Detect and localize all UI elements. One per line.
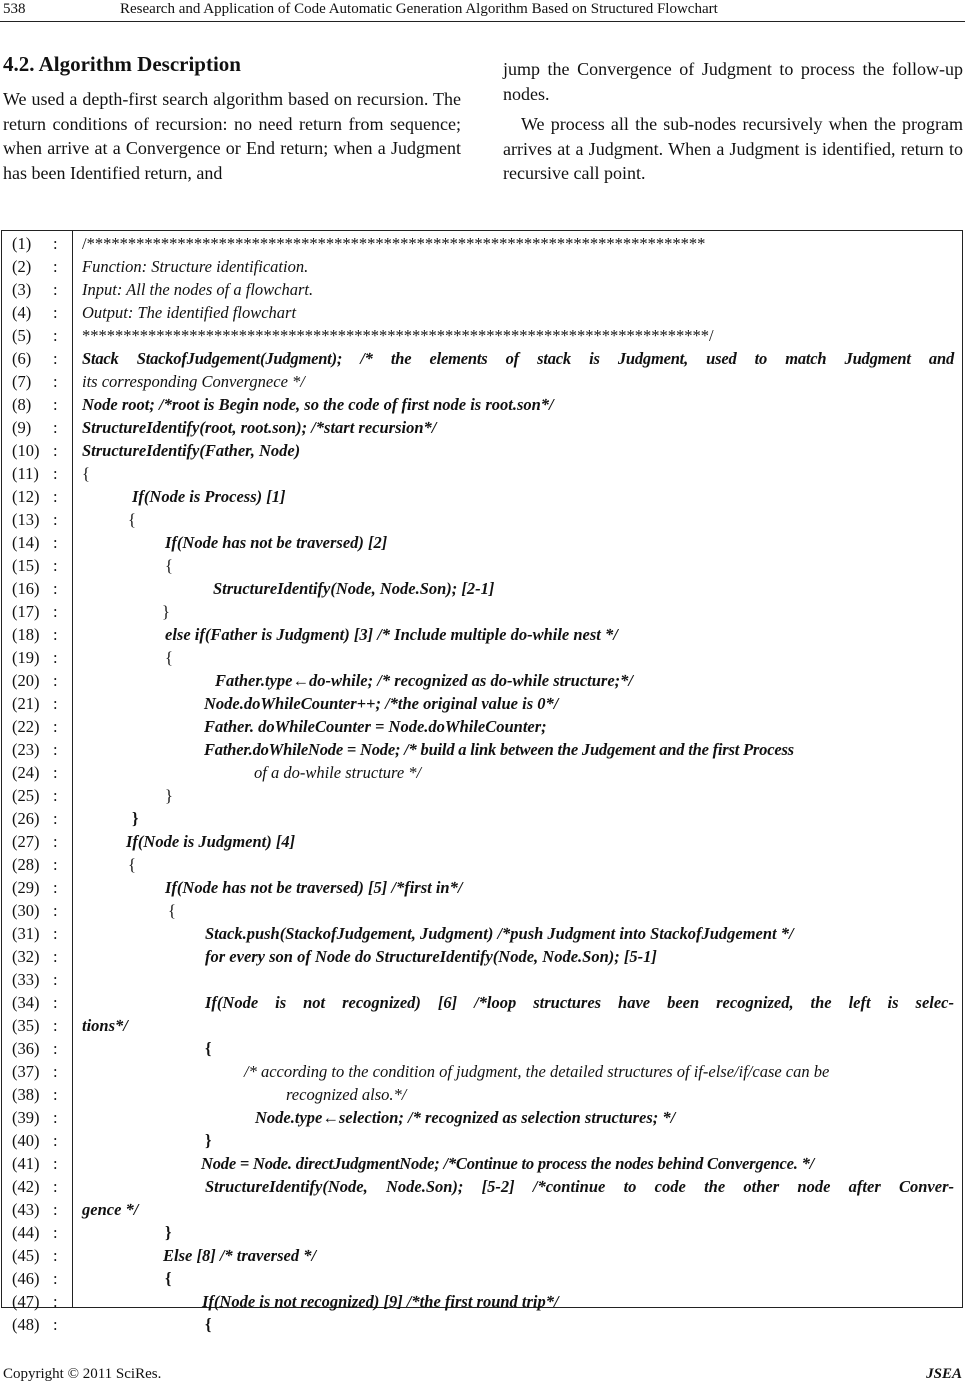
- line-number: (35) :: [12, 1016, 58, 1035]
- line-number: (10) :: [12, 441, 58, 460]
- body-paragraph: We used a depth-first search algorithm based on recursion. The return conditions of recursion: no need return from sequence; when arrive at a Convergence or End return; when a Judgment has been Identified return, and: [3, 89, 461, 183]
- running-title: Research and Application of Code Automatic Generation Algorithm Based on Structured Flowchart: [120, 1, 718, 17]
- line-number: (17) :: [12, 602, 58, 621]
- line-number: (22) :: [12, 717, 58, 736]
- code-line: If(Node is Judgment) [4]: [126, 832, 296, 851]
- line-number: (44) :: [12, 1223, 58, 1242]
- code-column: [74, 231, 962, 1334]
- line-number: (27) :: [12, 832, 58, 851]
- line-number: (40) :: [12, 1131, 58, 1150]
- line-number: (41) :: [12, 1154, 58, 1173]
- code-line: {: [128, 855, 136, 874]
- line-number: (33) :: [12, 970, 58, 989]
- line-number: (4) :: [12, 303, 58, 322]
- code-line: tions*/: [82, 1016, 128, 1035]
- line-number: (32) :: [12, 947, 58, 966]
- code-line: for every son of Node do StructureIdentify(Node, Node.Son); [5-1]: [205, 947, 657, 966]
- code-line: of a do-while structure */: [254, 763, 422, 782]
- code-line: {: [165, 556, 173, 575]
- line-number: (25) :: [12, 786, 58, 805]
- code-line: {: [128, 510, 136, 529]
- line-number: (30) :: [12, 901, 58, 920]
- line-number: (48) :: [12, 1315, 58, 1334]
- code-line: Stack.push(StackofJudgement, Judgment) /*push Judgment into StackofJudgement */: [205, 924, 794, 943]
- code-line: {: [165, 648, 173, 667]
- code-line: /* according to the condition of judgment, the detailed structures of if-else/if/case can be: [244, 1062, 830, 1081]
- line-number: (34) :: [12, 993, 58, 1012]
- line-number: (45) :: [12, 1246, 58, 1265]
- copyright-notice: Copyright © 2011 SciRes.: [3, 1366, 162, 1382]
- code-line: Node.doWhileCounter++; /*the original value is 0*/: [204, 694, 559, 713]
- code-line: StructureIdentify(Node, Node.Son); [2-1]: [213, 579, 495, 598]
- section-heading: 4.2. Algorithm Description: [3, 52, 241, 76]
- code-line: Father.type←do-while; /* recognized as do-while structure;*/: [215, 671, 634, 690]
- code-line: Node root; /*root is Begin node, so the code of first node is root.son*/: [82, 395, 554, 414]
- line-number: (8) :: [12, 395, 58, 414]
- line-number: (7) :: [12, 372, 58, 391]
- line-number: (20) :: [12, 671, 58, 690]
- line-number: (38) :: [12, 1085, 58, 1104]
- code-line: }: [132, 809, 139, 828]
- line-number: (6) :: [12, 349, 58, 368]
- body-paragraph: jump the Convergence of Judgment to process the follow-up nodes.: [503, 59, 963, 104]
- code-line: Node.type←selection; /* recognized as selection structures; */: [255, 1108, 676, 1127]
- code-line: Node = Node. directJudgmentNode; /*Continue to process the nodes behind Convergence. */: [201, 1154, 815, 1173]
- code-line: {: [205, 1039, 212, 1058]
- code-line: /***************************************************************************: [82, 234, 706, 253]
- line-number: (18) :: [12, 625, 58, 644]
- line-number: (15) :: [12, 556, 58, 575]
- code-line: its corresponding Convergnece */: [82, 372, 305, 391]
- line-number: (13) :: [12, 510, 58, 529]
- code-line: Output: The identified flowchart: [82, 303, 297, 322]
- code-line: }: [162, 602, 170, 621]
- code-line: }: [165, 786, 173, 805]
- line-number: (37) :: [12, 1062, 58, 1081]
- code-line: If(Node has not be traversed) [5] /*first in*/: [165, 878, 463, 897]
- line-number: (12) :: [12, 487, 58, 506]
- line-number: (9) :: [12, 418, 58, 437]
- right-column: [503, 57, 963, 186]
- code-line: Input: All the nodes of a flowchart.: [82, 280, 314, 299]
- line-number: (47) :: [12, 1292, 58, 1311]
- code-line: {: [165, 1269, 172, 1288]
- line-number: (39) :: [12, 1108, 58, 1127]
- code-line: StructureIdentify(Node, Node.Son); [5-2] /*continue to code the other node after Conver-: [205, 1177, 954, 1196]
- line-number: (46) :: [12, 1269, 58, 1288]
- line-number: (36) :: [12, 1039, 58, 1058]
- code-line: Else [8] /* traversed */: [163, 1246, 317, 1265]
- journal-abbreviation: JSEA: [926, 1366, 962, 1382]
- line-number: (16) :: [12, 579, 58, 598]
- header-rule: [0, 21, 965, 22]
- code-line: ****************************************************************************/: [82, 326, 714, 345]
- line-number: (28) :: [12, 855, 58, 874]
- line-number: (23) :: [12, 740, 58, 759]
- line-number: (29) :: [12, 878, 58, 897]
- line-number: (42) :: [12, 1177, 58, 1196]
- code-line: Function: Structure identification.: [82, 257, 309, 276]
- line-number: (19) :: [12, 648, 58, 667]
- line-number: (21) :: [12, 694, 58, 713]
- line-number: (31) :: [12, 924, 58, 943]
- line-number: (2) :: [12, 257, 58, 276]
- code-line: else if(Father is Judgment) [3] /* Include multiple do-while nest */: [165, 625, 618, 644]
- line-number: (11) :: [12, 464, 58, 483]
- code-line: recognized also.*/: [286, 1085, 407, 1104]
- code-line: If(Node has not be traversed) [2]: [165, 533, 388, 552]
- line-number: (43) :: [12, 1200, 58, 1219]
- line-number: (14) :: [12, 533, 58, 552]
- code-line: }: [205, 1131, 212, 1150]
- running-header: [0, 0, 965, 22]
- code-line: Father.doWhileNode = Node; /* build a link between the Judgement and the first Process: [204, 740, 794, 759]
- page-number: 538: [3, 1, 26, 17]
- code-line: {: [205, 1315, 212, 1334]
- line-number: (5) :: [12, 326, 58, 345]
- code-line: gence */: [82, 1200, 139, 1219]
- code-line: StructureIdentify(Father, Node): [82, 441, 301, 460]
- code-line: Stack StackofJudgement(Judgment); /* the elements of stack is Judgment, used to match Judgment and: [82, 349, 954, 368]
- left-column: [3, 51, 461, 185]
- code-line: }: [165, 1223, 172, 1242]
- code-line: {: [82, 464, 90, 483]
- line-number: (3) :: [12, 280, 58, 299]
- body-paragraph: We process all the sub-nodes recursively when the program arrives at a Judgment. When a Judgment is identified, return to recursive call point.: [503, 114, 963, 183]
- code-line: If(Node is not recognized) [9] /*the first round trip*/: [202, 1292, 559, 1311]
- code-line: StructureIdentify(root, root.son); /*start recursion*/: [82, 418, 437, 437]
- code-line: If(Node is Process) [1]: [132, 487, 286, 506]
- code-line: Father. doWhileCounter = Node.doWhileCounter;: [204, 717, 547, 736]
- line-number-column: [2, 231, 73, 1334]
- line-number: (1) :: [12, 234, 58, 253]
- code-line: If(Node is not recognized) [6] /*loop structures have been recognized, the left is selec-: [205, 993, 954, 1012]
- line-number: (24) :: [12, 763, 58, 782]
- line-number: (26) :: [12, 809, 58, 828]
- algorithm-listing: [1, 230, 963, 1334]
- code-line: {: [168, 901, 176, 920]
